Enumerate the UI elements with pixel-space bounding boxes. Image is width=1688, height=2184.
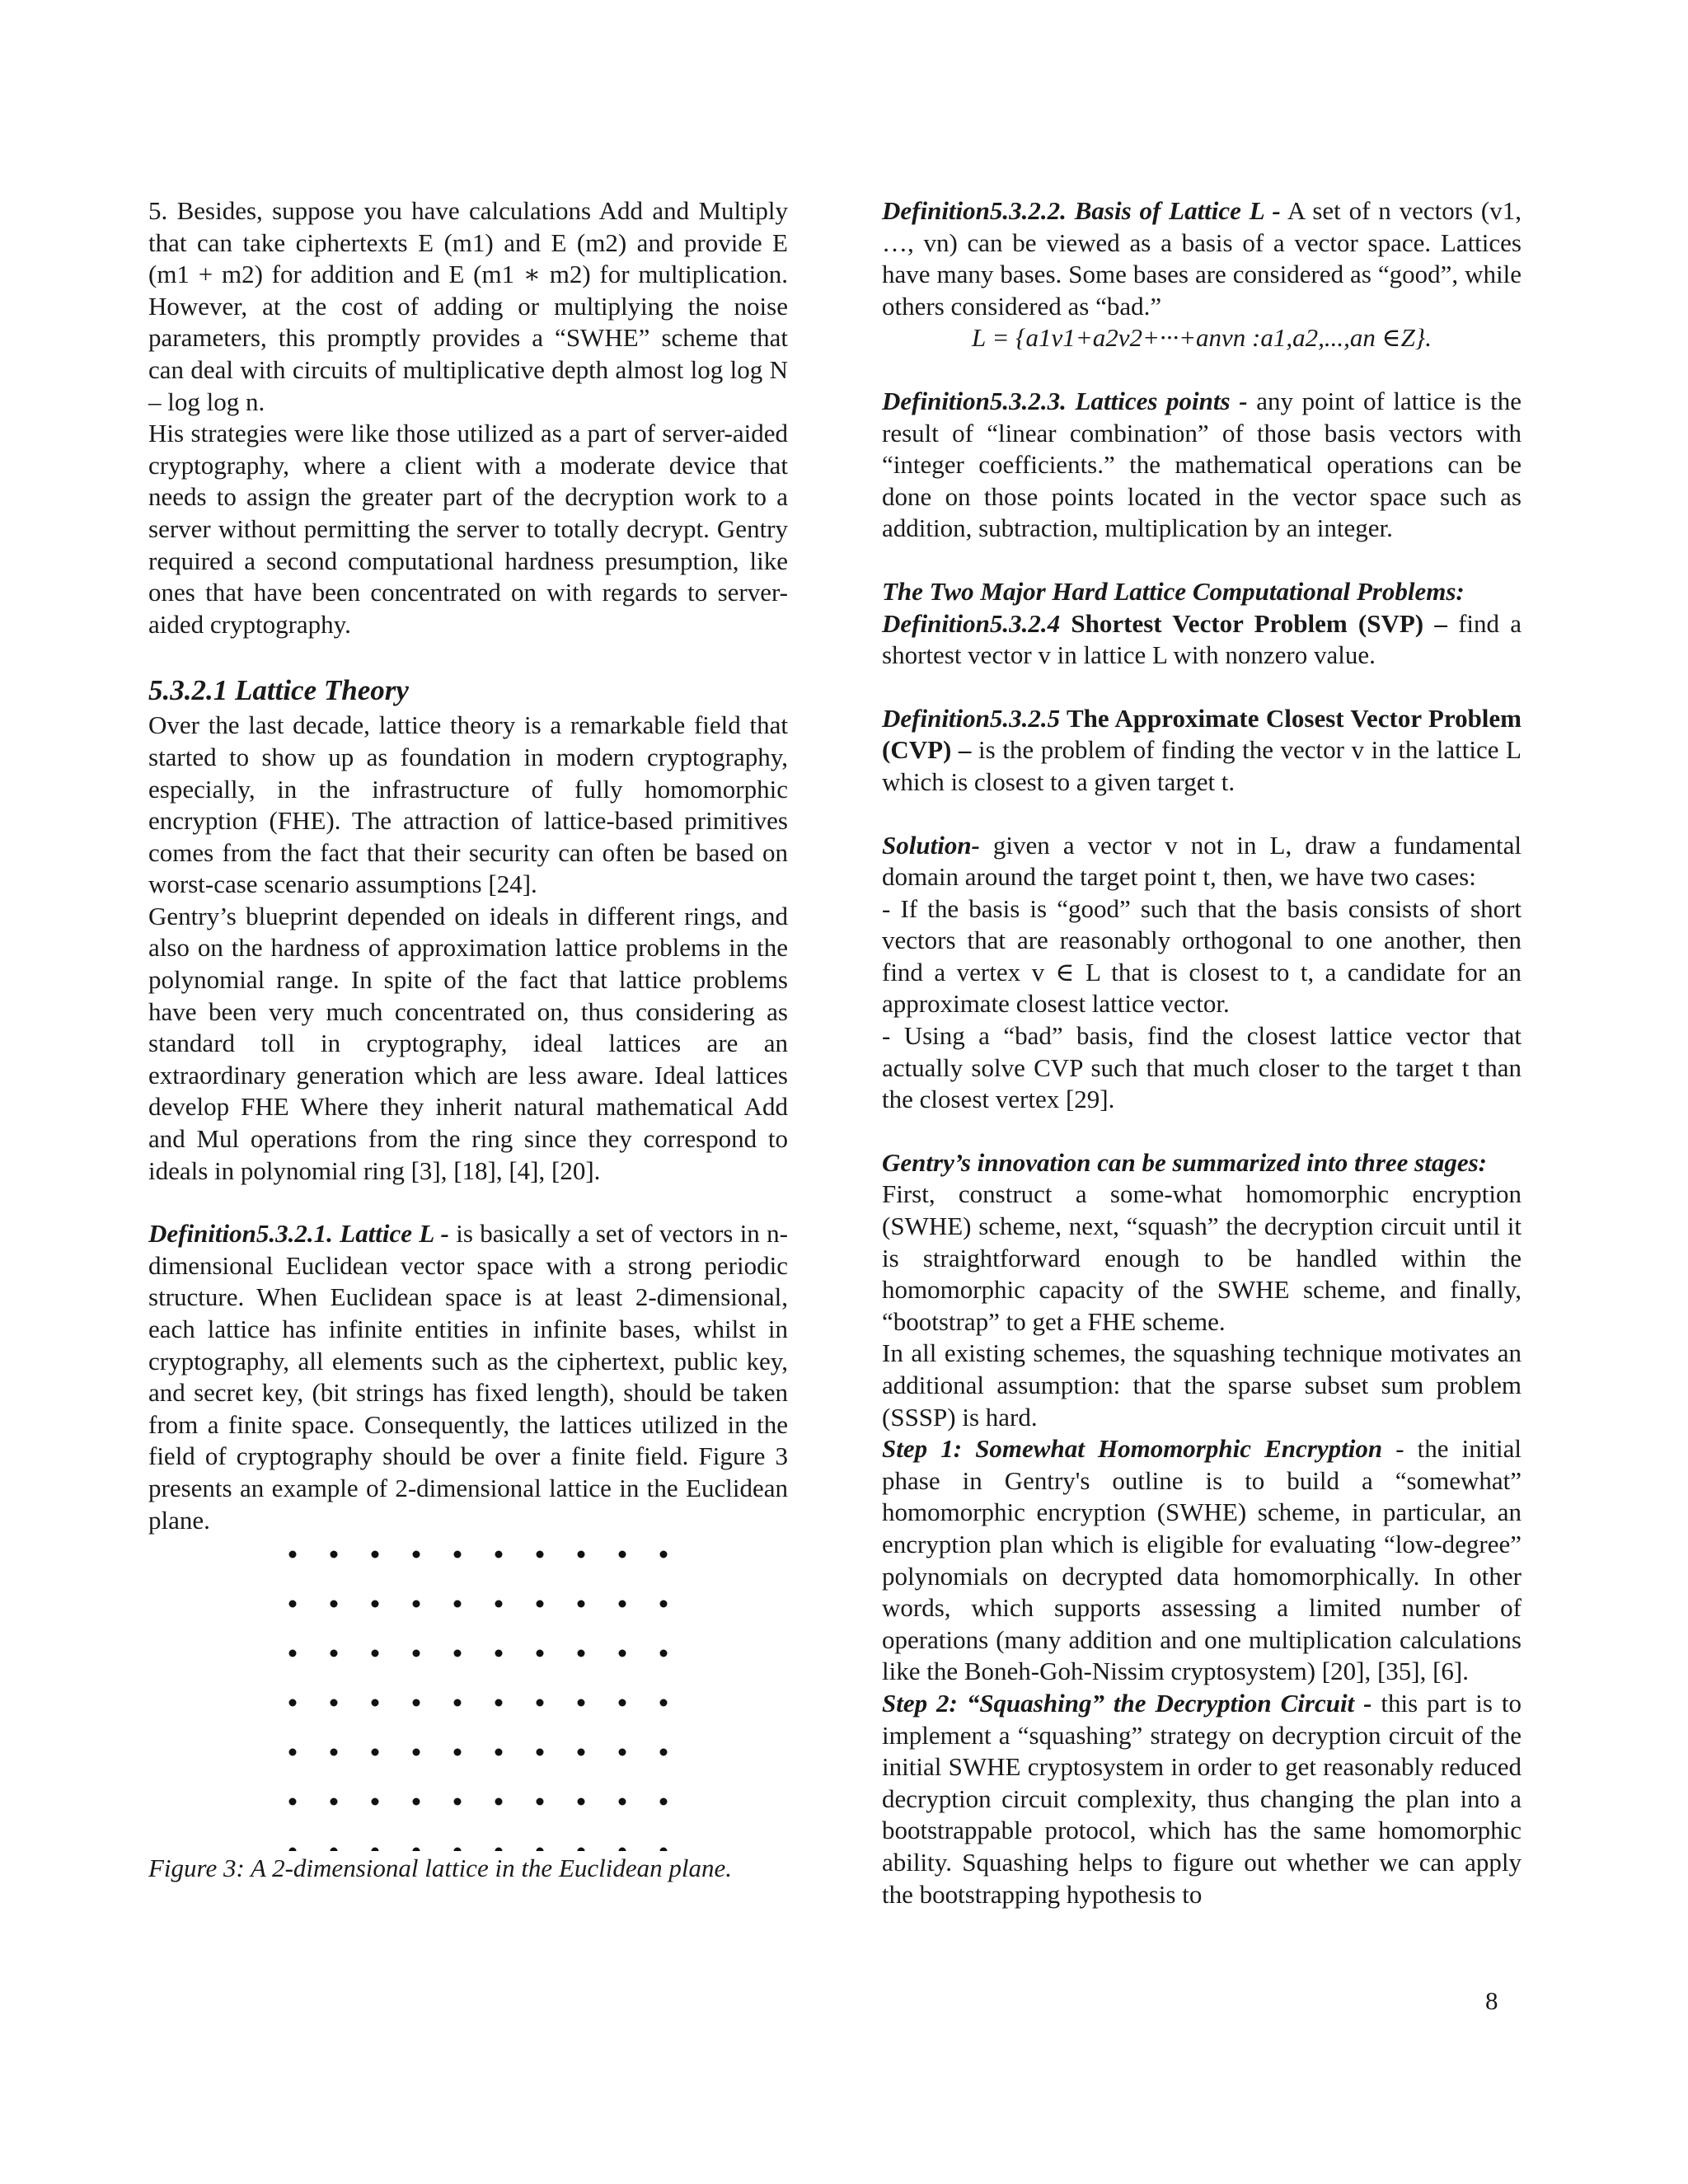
lattice-point [495,1798,503,1806]
lattice-point [495,1551,503,1558]
definition-label: Definition5.3.2.3. Lattices points - [882,386,1248,415]
lattice-point [454,1699,462,1707]
lattice-point [660,1601,668,1608]
solution-label: Solution- [882,830,980,860]
lattice-point [372,1650,379,1657]
lattice-point [619,1650,626,1657]
lattice-point [454,1601,462,1608]
definition-basis [882,195,1522,322]
step2-label: Step 2: “Squashing” the Decryption Circuit - [882,1688,1372,1718]
lattice-point [537,1699,544,1707]
step1-text: - the initial phase in Gentry's outline is to build a “somewhat” homomorphic encryption (SWHE) scheme, in particular, an encryption plan which is eligible for evaluating “low-degree” polynomials on decrypted data homomorphically. In other words, which supports assessing a limited number of operations (many addition and one multiplication calculations like the Boneh-Goh-Nissim cryptosystem) [20], [35], [6]. [882,1434,1522,1686]
lattice-point [331,1650,338,1657]
step2-paragraph [882,1688,1522,1910]
lattice-point [660,1798,668,1806]
step1-label: Step 1: Somewhat Homomorphic Encryption [882,1434,1383,1464]
lattice-point [331,1699,338,1707]
step2-text: this part is to implement a “squashing” strategy on decryption circuit of the initial SWHE cryptosystem in order to get reasonably reduced decryption circuit complexity, thus changing the plan into a bootstrappable protocol, which has the same homomorphic ability. Squashing helps to figure out whether we can apply the bootstrapping hypothesis to [882,1688,1522,1909]
lattice-point [289,1650,297,1657]
lattice-point [578,1798,585,1806]
solution-case-bad: - Using a “bad” basis, find the closest lattice vector that actually solve CVP such that much closer to the target t than the closest vertex [29]. [882,1021,1522,1114]
lattice-intro-paragraph: Over the last decade, lattice theory is a remarkable field that started to show up as foundation in modern cryptography, especially, in the infrastructure of fully homomorphic encryption (FHE). The attraction of lattice-based primitives comes from the fact that their security can often be based on worst-case scenario assumptions [24]. [148,710,788,899]
lattice-point [454,1551,462,1558]
lattice-point [619,1798,626,1806]
lattice-point [454,1650,462,1657]
lattice-point [289,1798,297,1806]
lattice-point [660,1749,668,1756]
lattice-point [372,1798,379,1806]
lattice-point [578,1650,585,1657]
lattice-point [578,1601,585,1608]
gentry-innovation-paragraph: First, construct a some-what homomorphic encryption (SWHE) scheme, next, “squash” the decryption circuit until it is straightforward enough to be handled within the homomorphic capacity of the SWHE scheme, and finally, “bootstrap” to get a FHE scheme. [882,1179,1522,1336]
lattice-point [289,1699,297,1707]
definition-cvp [882,703,1522,799]
page-number: 8 [1485,1986,1498,2015]
lattice-point [660,1699,668,1707]
lattice-point [331,1749,338,1756]
lattice-point [372,1749,379,1756]
definition-text: find a shortest vector v in lattice L with nonzero value. [882,608,1522,670]
definition-lattice-points [882,386,1522,545]
lattice-point [413,1650,420,1657]
lattice-point [537,1749,544,1756]
section-heading-lattice-theory: 5.3.2.1 Lattice Theory [148,674,409,707]
definition-lattice [148,1218,788,1536]
lattice-point [495,1650,503,1657]
definition-svp [882,608,1522,672]
lattice-point [413,1699,420,1707]
right-column [882,195,1522,1910]
lattice-point [578,1699,585,1707]
lattice-point [495,1749,503,1756]
lattice-point [578,1749,585,1756]
lattice-point [537,1798,544,1806]
lattice-point [537,1650,544,1657]
lattice-point [289,1551,297,1558]
lattice-point [619,1601,626,1608]
definition-label: Definition5.3.2.1. Lattice L - [148,1219,449,1249]
hard-problems-heading: The Two Major Hard Lattice Computational Problems: [882,576,1465,606]
definition-text: is basically a set of vectors in n-dimensional Euclidean vector space with a strong periodic structure. When Euclidean space is at least 2-dimensional, each lattice has infinite entities in infinite bases, whilst in cryptography, all elements such as the ciphertext, public key, and secret key, (bit strings has fixed length), should be taken from a finite space. Consequently, the lattices utilized in the field of cryptography should be over a finite field. Figure 3 presents an example of 2-dimensional lattice in the Euclidean plane. [148,1219,788,1535]
squashing-assumption-paragraph: In all existing schemes, the squashing technique motivates an additional assumption: that the sparse subset sum problem (SSSP) is hard. [882,1338,1522,1432]
lattice-point [372,1551,379,1558]
lattice-point [289,1601,297,1608]
gentry-blueprint-paragraph: Gentry’s blueprint depended on ideals in different rings, and also on the hardness of approximation lattice problems in the polynomial range. In spite of the fact that lattice problems have been very much concentrated on, thus considering as standard toll in cryptography, ideal lattices are an extraordinary generation which are less aware. Ideal lattices develop FHE Where they inherit natural mathematical Add and Mul operations from the ring since they correspond to ideals in polynomial ring [3], [18], [4], [20]. [148,901,788,1185]
lattice-point [331,1551,338,1558]
server-aided-paragraph: His strategies were like those utilized as a part of server-aided cryptography, where a client with a moderate device that needs to assign the greater part of the decryption work to a server without permitting the server to totally decrypt. Gentry required a second computational hardness presumption, like ones that have been concentrated on with regards to server-aided cryptography. [148,419,788,639]
lattice-point [372,1699,379,1707]
step1-paragraph [882,1433,1522,1688]
definition-text: A set of n vectors (v1, …, vn) can be viewed as a basis of a vector space. Lattices have many bases. Some bases are considered as “good”, while others considered as “bad.” [882,196,1522,321]
lattice-point [660,1848,668,1852]
definition-label: Definition5.3.2.4 [882,608,1061,638]
lattice-point [578,1551,585,1558]
lattice-point [660,1551,668,1558]
lattice-point [289,1749,297,1756]
lattice-figure [272,1548,734,1851]
intro-paragraph: 5. Besides, suppose you have calculations Add and Multiply that can take ciphertexts E (m1) and E (m2) and provide E (m1 + m2) for addition and E (m1 ∗ m2) for multiplication. However, at the cost of adding or multiplying the noise parameters, this promptly provides a “SWHE” scheme that can deal with circuits of multiplicative depth almost log log N – log log n. [148,196,788,416]
definition-text: is the problem of finding the vector v in the lattice L which is closest to a given target t. [882,735,1522,796]
lattice-point [619,1699,626,1707]
lattice-point [537,1551,544,1558]
lattice-point [619,1749,626,1756]
definition-text: any point of lattice is the result of “linear combination” of those basis vectors with “integer coefficients.” the mathematical operations can be done on those points located in the vector space such as addition, subtraction, multiplication by an integer. [882,386,1522,543]
lattice-point [331,1601,338,1608]
lattice-point [495,1848,503,1852]
lattice-point [413,1848,420,1852]
lattice-point [331,1848,338,1852]
lattice-point [372,1848,379,1852]
lattice-point [495,1699,503,1707]
lattice-point [619,1848,626,1852]
gentry-innovation-heading: Gentry’s innovation can be summarized into three stages: [882,1147,1487,1177]
lattice-point [454,1798,462,1806]
lattice-point [413,1601,420,1608]
definition-title: The Approximate Closest Vector Problem (CVP) – [882,703,1522,765]
definition-label: Definition5.3.2.2. Basis of Lattice L - [882,196,1281,225]
lattice-point [289,1848,297,1852]
lattice-point [495,1601,503,1608]
definition-label: Definition5.3.2.5 [882,703,1061,733]
lattice-point [537,1601,544,1608]
lattice-point [331,1798,338,1806]
lattice-point [578,1848,585,1852]
lattice-point [619,1551,626,1558]
lattice-point [413,1798,420,1806]
lattice-point [660,1650,668,1657]
lattice-point [537,1848,544,1852]
solution-paragraph [882,830,1522,893]
lattice-point [454,1848,462,1852]
solution-case-good: - If the basis is “good” such that the basis consists of short vectors that are reasonably orthogonal to one another, then find a vertex v ∈ L that is closest to t, a candidate for an approximate closest lattice vector. [882,893,1522,1019]
solution-text: given a vector v not in L, draw a fundamental domain around the target point t, then, we have two cases: [882,830,1522,892]
lattice-point [413,1749,420,1756]
lattice-formula: L = {a1v1+a2v2+···+anvn :a1,a2,...,an ∈Z}. [972,323,1432,353]
definition-title: Shortest Vector Problem (SVP) – [1060,608,1447,638]
left-column [148,195,788,1885]
lattice-point [454,1749,462,1756]
figure-caption: Figure 3: A 2-dimensional lattice in the Euclidean plane. [148,1854,732,1883]
lattice-point [372,1601,379,1608]
lattice-point [413,1551,420,1558]
